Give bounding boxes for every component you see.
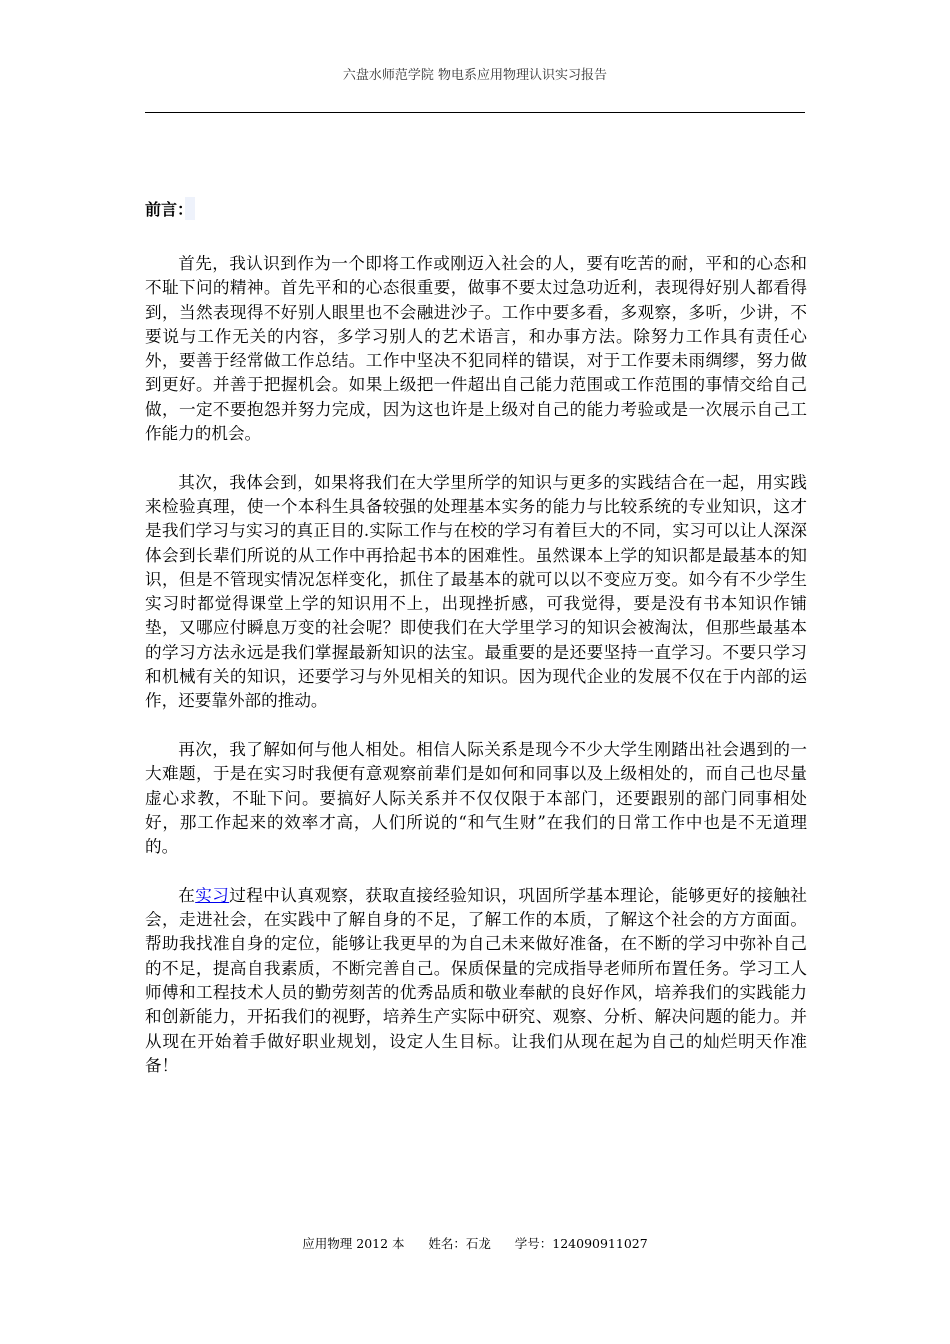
internship-link[interactable]: 实习: [195, 885, 230, 905]
page-footer: [0, 1234, 950, 1252]
header-divider: [145, 112, 805, 113]
page-header-title: 六盘水师范学院 物电系应用物理认识实习报告: [342, 68, 608, 83]
paragraph-4: [145, 884, 807, 1078]
report-body: [145, 252, 807, 1102]
paragraph-4-prefix: 在: [178, 885, 196, 905]
paragraph-4-text: 过程中认真观察，获取直接经验知识，巩固所学基本理论，能够更好的接触社会，走进社会，在实践中了解自身的不足，了解工作的本质，了解这个社会的方方面面。帮助我找准自身的定位，能够让我更早的为自己未来做好准备，在不断的学习中弥补自己的不足，提高自我素质，不断完善自己。保质保量的完成指导老师所布置任务。学习工人师傅和工程技术人员的勤劳刻苦的优秀品质和敬业奉献的良好作风，培养我们的实践能力和创新能力，开拓我们的视野，培养生产实际中研究、观察、分析、解决问题的能力。并从现在开始着手做好职业规划，设定人生目标。让我们从现在起为自己的灿烂明天作准备！: [145, 885, 808, 1075]
preface-heading: 前言：: [145, 197, 195, 220]
paragraph-1: 首先，我认识到作为一个即将工作或刚迈入社会的人，要有吃苦的耐，平和的心态和不耻下问的精神。首先平和的心态很重要，做事不要太过急功近利，表现得好别人都看得到，当然表现得不好别人眼里也不会融进沙子。工作中要多看，多观察，多听，少讲，不要说与工作无关的内容，多学习别人的艺术语言，和办事方法。除努力工作具有责任心外，要善于经常做工作总结。工作中坚决不犯同样的错误，对于工作要未雨绸缪，努力做到更好。并善于把握机会。如果上级把一件超出自己能力范围或工作范围的事情交给自己做，一定不要抱怨并努力完成，因为这也许是上级对自己的能力考验或是一次展示自己工作能力的机会。: [145, 254, 807, 444]
footer-student-name: 姓名：石龙: [428, 1236, 491, 1251]
paragraph-2: 其次，我体会到，如果将我们在大学里所学的知识与更多的实践结合在一起，用实践来检验真理，使一个本科生具备较强的处理基本实务的能力与比较系统的专业知识，这才是我们学习与实习的真正目的.实际工作与在校的学习有着巨大的不同，实习可以让人深深体会到长辈们所说的从工作中再拾起书本的困难性。虽然课本上学的知识都是最基本的知识，但是不管现实情况怎样变化，抓住了最基本的就可以以不变应万变。如今有不少学生实习时都觉得课堂上学的知识用不上，出现挫折感，可我觉得，要是没有书本知识作铺垫，又哪应付瞬息万变的社会呢？即使我们在大学里学习的知识会被淘汰，但那些最基本的学习方法永远是我们掌握最新知识的法宝。最重要的是还要坚持一直学习。不要只学习和机械有关的知识，还要学习与外见相关的知识。因为现代企业的发展不仅在于内部的运作，还要靠外部的推动。: [145, 472, 807, 711]
paragraph-3: 再次，我了解如何与他人相处。相信人际关系是现今不少大学生刚踏出社会遇到的一大难题，于是在实习时我便有意观察前辈们是如何和同事以及上级相处的，而自己也尽量虚心求教，不耻下问。要搞好人际关系并不仅仅限于本部门，还要跟别的部门同事相处好，那工作起来的效率才高，人们所说的“和气生财”在我们的日常工作中也是不无道理的。: [145, 739, 807, 857]
footer-class-info: 应用物理 2012 本: [302, 1236, 405, 1251]
footer-student-id: 学号：124090911027: [514, 1236, 648, 1251]
